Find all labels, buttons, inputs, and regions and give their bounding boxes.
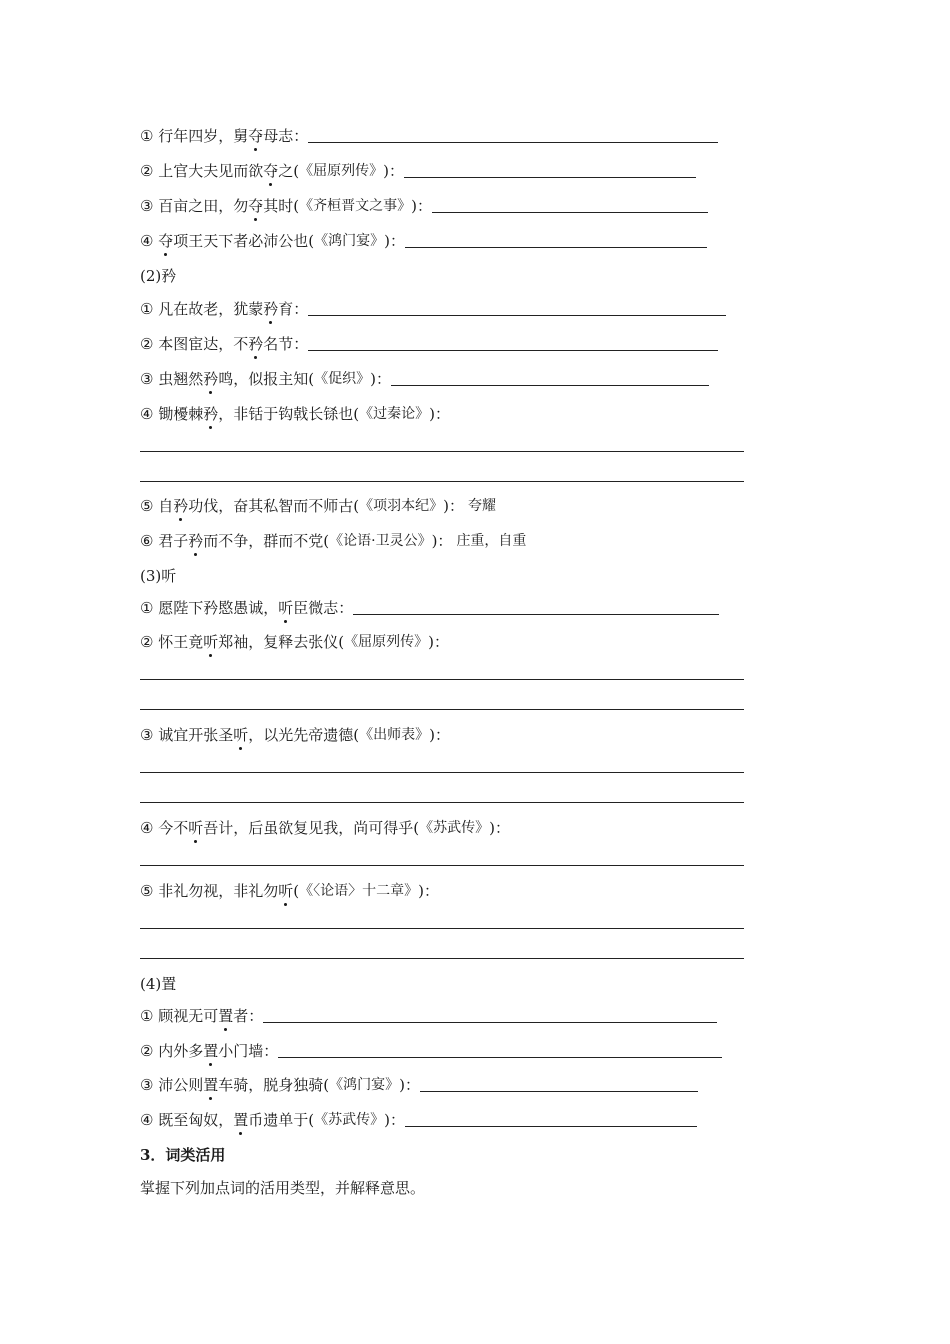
item-ting-5: ⑤ 非礼勿视，非礼勿 听 ( 《〈论语〉十二章》 )： — [140, 882, 439, 900]
dotted-char: 矜 — [188, 532, 204, 550]
answer-line[interactable] — [140, 772, 744, 773]
item-duo-4: ④ 夺 项王天下者必沛公也( 《鸿门宴》 )： — [140, 227, 707, 251]
dotted-char: 矜 — [248, 335, 264, 353]
answer-line[interactable] — [140, 451, 744, 452]
source-title: 《屈原列传》 — [344, 634, 429, 650]
item-duo-2: ② 上官大夫见而欲 夺 之( 《屈原列传》 )： — [140, 157, 696, 181]
item-jin-3: ③ 虫翘然 矜 鸣，似报主知( 《促织》 )： — [140, 365, 709, 389]
dotted-char: 听 — [203, 633, 219, 651]
item-zhi-1: ① 顾视无可 置 者： — [140, 1002, 717, 1026]
item-jin-2: ② 本图宦达，不 矜 名节： — [140, 330, 718, 354]
section-description: 掌握下列加点词的活用类型，并解释意思。 — [140, 1179, 426, 1197]
answer-blank[interactable] — [391, 384, 709, 386]
filled-answer: 庄重，自重 — [456, 533, 527, 549]
dotted-char: 矜 — [173, 497, 189, 515]
dotted-char: 夺 — [248, 197, 264, 215]
answer-blank[interactable] — [308, 141, 718, 143]
answer-line[interactable] — [140, 709, 744, 710]
answer-blank[interactable] — [263, 1021, 717, 1023]
source-title: 《过秦论》 — [359, 406, 430, 422]
dotted-char: 矜 — [203, 370, 219, 388]
subheading-zhi: (4)置 — [140, 975, 177, 993]
answer-blank[interactable] — [353, 613, 719, 615]
dotted-char: 夺 — [248, 127, 264, 145]
source-title: 《〈论语〉十二章》 — [299, 883, 419, 899]
dotted-char: 听 — [278, 599, 294, 617]
answer-blank[interactable] — [404, 176, 696, 178]
dotted-char: 听 — [188, 819, 204, 837]
item-ting-3: ③ 诚宜开张圣 听 ，以光先帝遗德( 《出师表》 )： — [140, 726, 450, 744]
item-duo-1: ① 行年四岁，舅 夺 母志： — [140, 122, 718, 146]
filled-answer: 夸耀 — [467, 498, 496, 514]
dotted-char: 矜 — [263, 300, 279, 318]
answer-blank[interactable] — [420, 1090, 698, 1092]
dotted-char: 听 — [278, 882, 294, 900]
dotted-char: 夺 — [263, 162, 279, 180]
answer-line[interactable] — [140, 802, 744, 803]
answer-blank[interactable] — [405, 246, 707, 248]
source-title: 《项羽本纪》 — [359, 498, 444, 514]
item-jin-1: ① 凡在故老，犹蒙 矜 育： — [140, 295, 726, 319]
source-title: 《齐桓晋文之事》 — [299, 198, 412, 214]
answer-line[interactable] — [140, 481, 744, 482]
answer-line[interactable] — [140, 679, 744, 680]
dotted-char: 夺 — [158, 232, 174, 250]
item-jin-4: ④ 锄櫌棘 矜 ，非铦于钩戟长铩也( 《过秦论》 )： — [140, 405, 450, 423]
item-zhi-2: ② 内外多 置 小门墙： — [140, 1037, 722, 1061]
source-title: 《鸿门宴》 — [329, 1077, 400, 1093]
answer-line[interactable] — [140, 958, 744, 959]
answer-line[interactable] — [140, 865, 744, 866]
dotted-char: 置 — [203, 1076, 219, 1094]
subheading-jin: (2)矜 — [140, 267, 177, 285]
item-jin-5: ⑤ 自 矜 功伐，奋其私智而不师古( 《项羽本纪》 )： 夸耀 — [140, 497, 496, 515]
source-title: 《出师表》 — [359, 727, 430, 743]
item-jin-6: ⑥ 君子 矜 而不争，群而不党( 《论语·卫灵公》 )： 庄重，自重 — [140, 532, 527, 550]
answer-blank[interactable] — [405, 1125, 697, 1127]
subheading-ting: (3)听 — [140, 567, 177, 585]
answer-blank[interactable] — [278, 1056, 722, 1058]
dotted-char: 置 — [233, 1111, 249, 1129]
dotted-char: 置 — [203, 1042, 219, 1060]
answer-blank[interactable] — [432, 211, 708, 213]
dotted-char: 矜 — [203, 405, 219, 423]
answer-blank[interactable] — [308, 349, 718, 351]
item-ting-2: ② 怀王竟 听 郑袖，复释去张仪( 《屈原列传》 )： — [140, 633, 449, 651]
answer-line[interactable] — [140, 928, 744, 929]
item-number: ① — [140, 127, 154, 145]
dotted-char: 听 — [233, 726, 249, 744]
item-ting-4: ④ 今不 听 吾计，后虽欲复见我，尚可得乎( 《苏武传》 )： — [140, 819, 510, 837]
source-title: 《屈原列传》 — [299, 163, 384, 179]
item-ting-1: ① 愿陛下矜愍愚诚， 听 臣微志： — [140, 594, 719, 618]
item-duo-3: ③ 百亩之田，勿 夺 其时( 《齐桓晋文之事》 )： — [140, 192, 708, 216]
dotted-char: 置 — [218, 1007, 234, 1025]
item-zhi-4: ④ 既至匈奴， 置 币遗单于( 《苏武传》 )： — [140, 1106, 697, 1130]
source-title: 《鸿门宴》 — [314, 233, 385, 249]
item-zhi-3: ③ 沛公则 置 车骑，脱身独骑( 《鸿门宴》 )： — [140, 1071, 698, 1095]
source-title: 《促织》 — [314, 371, 371, 387]
answer-blank[interactable] — [308, 314, 726, 316]
source-title: 《苏武传》 — [419, 820, 490, 836]
source-title: 《苏武传》 — [314, 1112, 385, 1128]
source-title: 《论语·卫灵公》 — [329, 533, 432, 549]
section-title: 3．词类活用 — [140, 1146, 226, 1164]
